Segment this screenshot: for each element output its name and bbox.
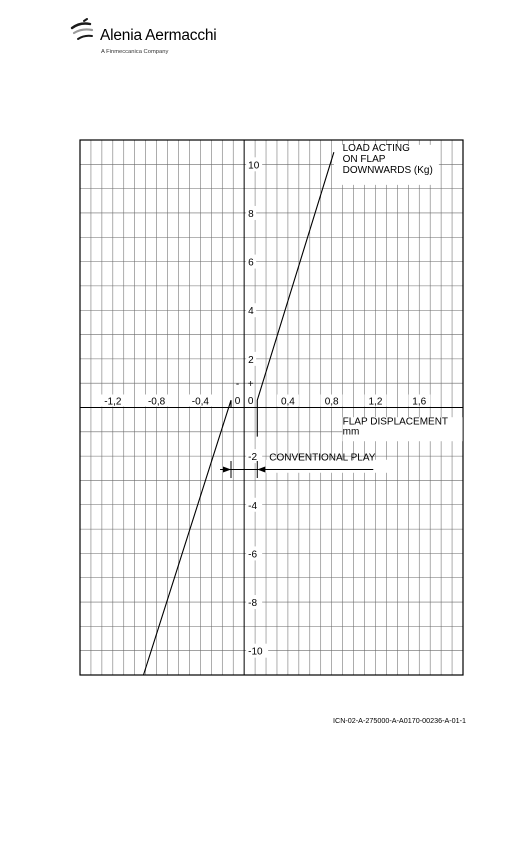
y-tick-label: -2 [248,452,258,464]
y-tick-label: 6 [248,257,254,269]
y-axis-label: ON FLAP [342,153,386,165]
y-tick-label: -10 [248,646,263,658]
origin-negative-zero: 0 [234,395,241,407]
origin-positive-sign: + [247,378,254,390]
y-tick-label: 4 [248,306,254,318]
y-tick-label: 10 [248,160,260,172]
play-arrow-right [257,467,265,473]
x-tick-label: -0,4 [191,396,209,408]
y-tick-label: 2 [248,354,254,366]
x-axis-label: FLAP DISPLACEMENT [342,416,449,428]
conventional-play-label: CONVENTIONAL PLAY [269,452,376,464]
figure-code: ICN-02-A-275000-A-A0170-00236-A-01-1 [333,716,467,725]
chart-axes [80,140,463,675]
y-tick-label: 8 [248,208,254,220]
origin-negative-sign: - [235,378,240,390]
y-axis-label: LOAD ACTING [342,142,410,154]
y-tick-label: -4 [248,500,258,512]
x-tick-label: -1,2 [104,396,122,408]
x-tick-label: 1,6 [412,396,427,408]
load-displacement-line-1 [257,152,334,437]
x-tick-label: 1,2 [368,396,383,408]
y-tick-label: -6 [248,549,258,561]
logo-name: Alenia Aermacchi [100,27,217,44]
logo-tagline: A Finmeccanica Company [101,49,169,55]
origin-positive-zero: 0 [247,395,254,407]
x-axis-label: mm [342,426,360,438]
x-tick-label: -0,8 [147,396,166,408]
chart-labels [104,143,448,658]
y-tick-label: -8 [248,598,258,610]
play-arrow-left [223,467,231,473]
y-axis-label: DOWNWARDS (Kg) [342,164,433,176]
x-tick-label: 0,8 [324,396,339,408]
x-tick-label: 0,4 [280,396,295,408]
